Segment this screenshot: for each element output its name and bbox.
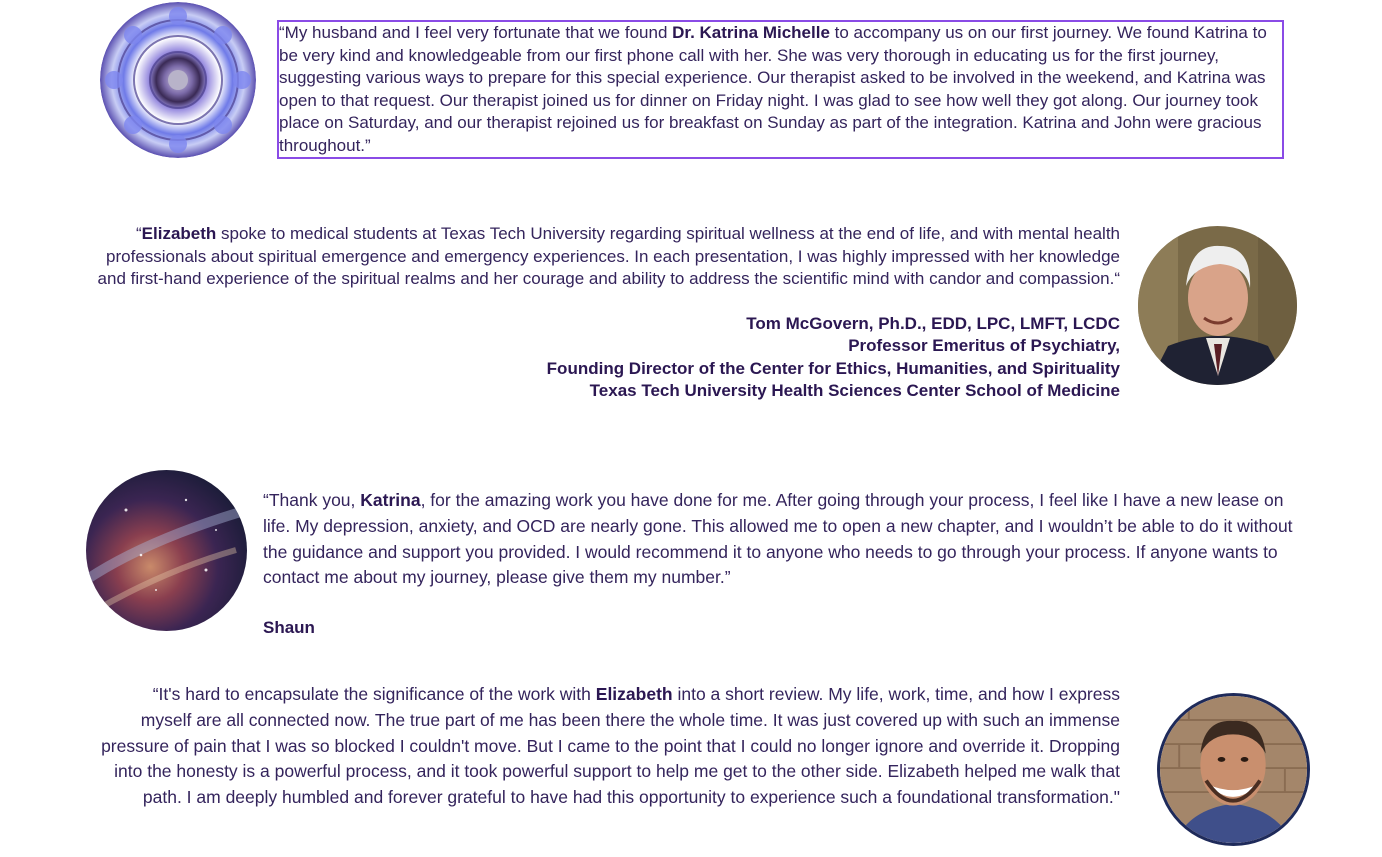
smiling-man-photo <box>1160 696 1307 843</box>
quote-text: “ <box>136 224 142 243</box>
testimonial-3 <box>263 488 1298 640</box>
testimonial-4-quote <box>100 682 1120 811</box>
testimonial-2-quote <box>90 223 1120 291</box>
quote-text: “Thank you, <box>263 490 361 510</box>
quote-highlight-name: Dr. Katrina Michelle <box>672 23 830 42</box>
galaxy-image <box>86 470 247 631</box>
quote-highlight-name: Katrina <box>360 490 421 510</box>
testimonial-3-quote <box>263 488 1298 591</box>
testimonial-2 <box>90 223 1120 403</box>
quote-text: “My husband and I feel very fortunate that we found <box>279 23 673 42</box>
galaxy-avatar <box>86 470 247 631</box>
tom-mcgovern-avatar <box>1138 226 1297 385</box>
testimonial-3-signature <box>263 617 1298 640</box>
signature-name: Shaun <box>263 618 315 638</box>
tom-mcgovern-photo <box>1138 226 1297 385</box>
smiling-man-avatar <box>1157 693 1310 846</box>
signature-title: Professor Emeritus of Psychiatry, <box>848 336 1120 355</box>
signature-institution: Texas Tech University Health Sciences Center School of Medicine <box>589 381 1120 400</box>
quote-text: “It's hard to encapsulate the significance of the work with <box>152 684 596 704</box>
quote-text: into a short review. My life, work, time, and how I express myself are all connected now. The true part of me has been there the whole time. It was just covered up with such an immense pressure of pain that I was so blocked I couldn't move. But I came to the point that I could no longer ignore and override it. Dropping into the honesty is a powerful process, and it took powerful support to help me get to the other side. Elizabeth helped me walk that path. I am deeply humbled and forever grateful to have had this opportunity to experience such a foundational transformation." <box>101 684 1120 808</box>
testimonial-1-quote <box>279 22 1282 157</box>
mandala-avatar <box>100 2 256 158</box>
quote-text: , for the amazing work you have done for me. After going through your process, I feel like I have a new lease on life. My depression, anxiety, and OCD are nearly gone. This allowed me to open a new chapter, and I wouldn’t be able to do it without the guidance and support you provided. I would recommend it to anyone who needs to go through your process. If anyone wants to contact me about my journey, please give them my number.” <box>263 490 1293 588</box>
quote-text: spoke to medical students at Texas Tech University regarding spiritual wellness at the end of life, and with mental health professionals about spiritual emergence and emergency experiences. In each presentation, I was highly impressed with her knowledge and first-hand experience of the spiritual realms and her courage and ability to address the scientific mind with candor and compassion.“ <box>97 224 1120 288</box>
quote-text: to accompany us on our first journey. We found Katrina to be very kind and knowledgeable from our first phone call with her. She was very thorough in educating us for the first journey, suggesting various ways to prepare for this special experience. Our therapist asked to be involved in the weekend, and Katrina was open to that request. Our therapist joined us for dinner on Friday night. I was glad to see how well they got along. Our journey took place on Saturday, and our therapist rejoined us for breakfast on Sunday as part of the integration. Katrina and John were gracious throughout.” <box>279 23 1267 155</box>
quote-highlight-name: Elizabeth <box>141 224 217 243</box>
signature-name: Tom McGovern, Ph.D., EDD, LPC, LMFT, LCDC <box>746 313 1120 333</box>
testimonial-2-signature <box>90 313 1120 403</box>
quote-highlight-name: Elizabeth <box>595 684 673 704</box>
signature-title: Founding Director of the Center for Ethics, Humanities, and Spirituality <box>546 358 1120 378</box>
mandala-image <box>100 2 256 158</box>
